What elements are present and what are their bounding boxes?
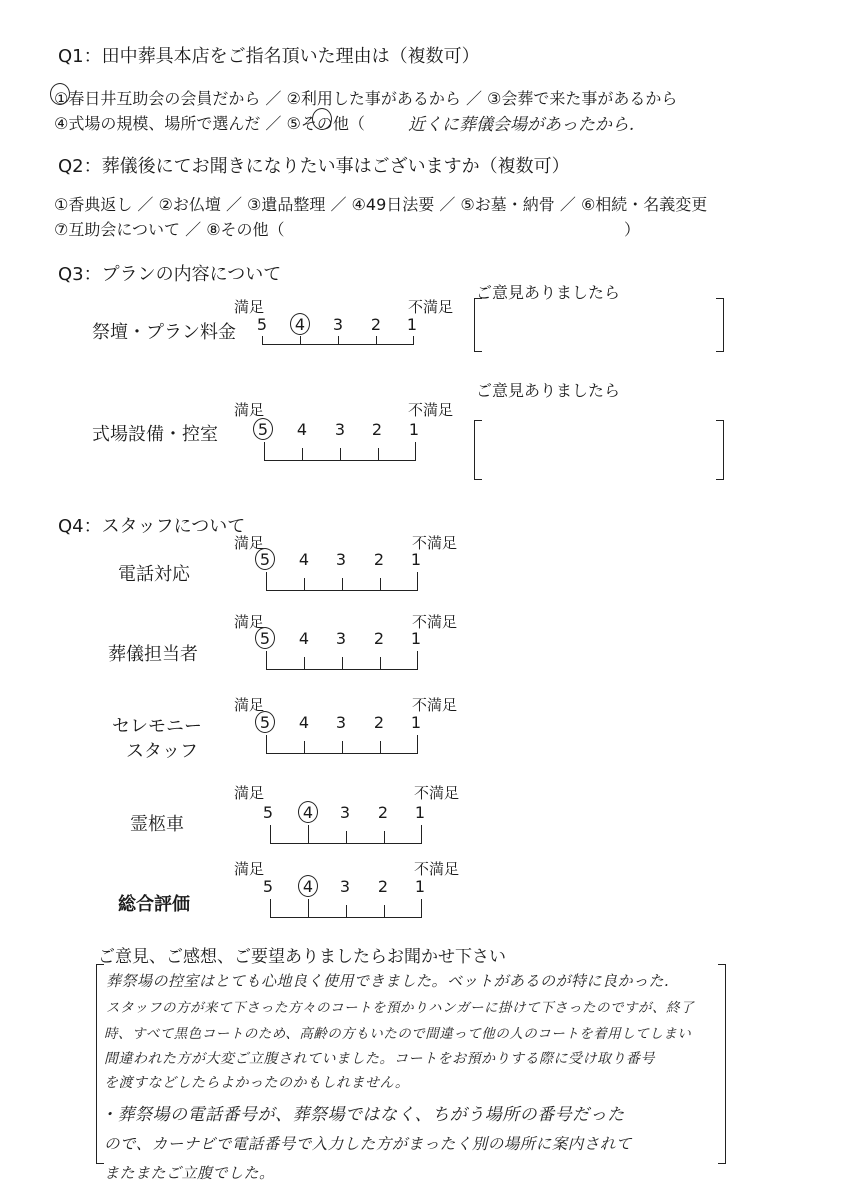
- scale-tick: [415, 442, 416, 461]
- scale-tick: [266, 735, 267, 754]
- scale-tick: [421, 825, 422, 844]
- comment-line: ・葬祭場の電話番号が、葬祭場ではなく、ちがう場所の番号だった: [100, 1105, 625, 1125]
- scale-tick: [380, 741, 381, 754]
- q3-title: Q3：プランの内容について: [58, 264, 282, 285]
- comment-line: 時、すべて黒色コートのため、高齢の方もいたので間違って他の人のコートを着用してしまい: [104, 1026, 692, 1042]
- scale-number-1: 1: [406, 315, 418, 334]
- comment-line: スタッフの方が来て下さった方々のコートを預かりハンガーに掛けて下さったのですが、終了: [106, 1000, 694, 1016]
- scale-number-5: 5: [259, 713, 271, 732]
- scale-number-2: 2: [377, 877, 389, 896]
- scale-satisfied-label: 満足: [234, 613, 265, 631]
- scale-number-3: 3: [334, 420, 346, 439]
- comments-prompt: ご意見、ご感想、ご要望ありましたらお聞かせ下さい: [98, 947, 506, 967]
- scale-number-5: 5: [262, 877, 274, 896]
- scale-number-5: 5: [257, 420, 269, 439]
- scale-tick: [421, 899, 422, 918]
- scale-tick: [346, 905, 347, 918]
- rating-selection-circle: [255, 711, 275, 733]
- scale-tick: [338, 336, 339, 345]
- comment-line: を渡すなどしたらよかったのかもしれません。: [104, 1075, 410, 1091]
- scale-tick: [417, 651, 418, 670]
- scale-tick: [300, 336, 301, 345]
- scale-number-3: 3: [335, 550, 347, 569]
- scale-tick: [342, 657, 343, 670]
- scale-number-4: 4: [302, 877, 314, 896]
- scale-tick: [346, 831, 347, 844]
- q3-item-label: 式場設備・控室: [92, 424, 218, 445]
- scale-unsatisfied-label: 不満足: [414, 860, 460, 878]
- scale-tick: [270, 825, 271, 844]
- q1-selection-circle-1: [50, 83, 70, 105]
- scale-number-4: 4: [294, 315, 306, 334]
- scale-tick: [270, 899, 271, 918]
- scale-number-2: 2: [373, 713, 385, 732]
- scale-number-2: 2: [371, 420, 383, 439]
- scale-tick: [342, 741, 343, 754]
- scale-tick: [417, 572, 418, 591]
- scale-satisfied-label: 満足: [234, 860, 265, 878]
- scale-number-1: 1: [410, 550, 422, 569]
- q4-item-label: 葬儀担当者: [108, 644, 198, 665]
- scale-tick: [413, 336, 414, 345]
- comment-line: 葬祭場の控室はとても心地良く使用できました。ベットがあるのが特に良かった.: [106, 972, 670, 990]
- scale-number-4: 4: [298, 713, 310, 732]
- q2-options-close: ）: [624, 220, 641, 239]
- scale-unsatisfied-label: 不満足: [408, 401, 454, 419]
- q3-item-label: 祭壇・プラン料金: [92, 322, 236, 343]
- scale-number-5: 5: [259, 629, 271, 648]
- scale-tick: [308, 825, 309, 844]
- comment-line: 間違われた方が大変ご立腹されていました。コートをお預かりする際に受け取り番号: [104, 1051, 655, 1067]
- q2-title: Q2：葬儀後にてお聞きになりたい事はございますか（複数可）: [58, 156, 570, 177]
- rating-selection-circle: [253, 418, 273, 440]
- q1-selection-circle-5: [312, 108, 332, 130]
- scale-number-1: 1: [410, 713, 422, 732]
- q3-comment-prompt: ご意見ありましたら: [476, 283, 621, 302]
- q4-item-label-overall: 総合評価: [118, 894, 190, 915]
- scale-number-3: 3: [332, 315, 344, 334]
- scale-tick: [342, 578, 343, 591]
- scale-tick: [380, 578, 381, 591]
- q4-title: Q4：スタッフについて: [58, 516, 246, 537]
- comment-box-left-bracket: [474, 420, 482, 480]
- scale-number-4: 4: [298, 629, 310, 648]
- q1-title: Q1：田中葬具本店をご指名頂いた理由は（複数可）: [58, 46, 480, 67]
- scale-tick: [340, 448, 341, 461]
- q4-item-label: 電話対応: [118, 564, 190, 585]
- scale-satisfied-label: 満足: [234, 401, 265, 419]
- q3-comment-prompt: ご意見ありましたら: [476, 381, 621, 400]
- scale-tick: [304, 657, 305, 670]
- scale-tick: [304, 578, 305, 591]
- scale-number-3: 3: [335, 713, 347, 732]
- scale-tick: [376, 336, 377, 345]
- scale-number-2: 2: [377, 803, 389, 822]
- q4-item-label-line2: スタッフ: [126, 741, 198, 762]
- scale-unsatisfied-label: 不満足: [408, 298, 454, 316]
- rating-selection-circle: [298, 801, 318, 823]
- comment-line: ので、カーナビで電話番号で入力した方がまったく別の場所に案内されて: [104, 1135, 632, 1153]
- scale-number-4: 4: [296, 420, 308, 439]
- scale-number-5: 5: [262, 803, 274, 822]
- scale-number-1: 1: [408, 420, 420, 439]
- scale-number-2: 2: [373, 550, 385, 569]
- scale-tick: [266, 651, 267, 670]
- scale-tick: [266, 572, 267, 591]
- scale-unsatisfied-label: 不満足: [412, 696, 458, 714]
- scale-tick: [384, 905, 385, 918]
- comments-box-right-bracket: [718, 964, 726, 1164]
- rating-selection-circle: [255, 548, 275, 570]
- comment-box-left-bracket: [474, 298, 482, 352]
- scale-tick: [378, 448, 379, 461]
- comments-box-left-bracket: [96, 964, 104, 1164]
- comment-line: またまたご立腹でした。: [104, 1164, 275, 1182]
- scale-number-4: 4: [298, 550, 310, 569]
- scale-tick: [262, 336, 263, 345]
- rating-selection-circle: [298, 875, 318, 897]
- comment-box-right-bracket: [716, 298, 724, 352]
- q4-item-label: 霊柩車: [130, 814, 184, 835]
- scale-tick: [384, 831, 385, 844]
- scale-number-5: 5: [256, 315, 268, 334]
- rating-selection-circle: [255, 627, 275, 649]
- scale-satisfied-label: 満足: [234, 784, 265, 802]
- scale-satisfied-label: 満足: [234, 298, 265, 316]
- scale-tick: [264, 442, 265, 461]
- scale-number-3: 3: [339, 803, 351, 822]
- scale-number-1: 1: [414, 803, 426, 822]
- scale-satisfied-label: 満足: [234, 696, 265, 714]
- scale-number-4: 4: [302, 803, 314, 822]
- scale-number-2: 2: [373, 629, 385, 648]
- scale-tick: [417, 735, 418, 754]
- q1-options-line1: ①春日井互助会の会員だから ／ ②利用した事があるから ／ ③会葬で来た事があるから: [54, 89, 678, 108]
- scale-unsatisfied-label: 不満足: [414, 784, 460, 802]
- scale-number-3: 3: [339, 877, 351, 896]
- q1-options-line2: ④式場の規模、場所で選んだ ／ ⑤その他（: [54, 114, 365, 133]
- scale-tick: [302, 448, 303, 461]
- scale-tick: [380, 657, 381, 670]
- rating-selection-circle: [290, 313, 310, 335]
- q2-options-line2: ⑦互助会について ／ ⑧その他（: [54, 220, 285, 239]
- scale-number-5: 5: [259, 550, 271, 569]
- comment-box-right-bracket: [716, 420, 724, 480]
- scale-number-3: 3: [335, 629, 347, 648]
- scale-number-1: 1: [410, 629, 422, 648]
- scale-tick: [308, 899, 309, 918]
- scale-satisfied-label: 満足: [234, 534, 265, 552]
- q1-other-handwritten: 近くに葬儀会場があったから.: [408, 115, 635, 135]
- q4-item-label: セレモニー: [112, 716, 202, 737]
- scale-unsatisfied-label: 不満足: [412, 613, 458, 631]
- q2-options-line1: ①香典返し ／ ②お仏壇 ／ ③遺品整理 ／ ④49日法要 ／ ⑤お墓・納骨 ／ ⑥相続・名義変更: [54, 195, 708, 214]
- scale-tick: [304, 741, 305, 754]
- scale-number-1: 1: [414, 877, 426, 896]
- scale-number-2: 2: [370, 315, 382, 334]
- scale-unsatisfied-label: 不満足: [412, 534, 458, 552]
